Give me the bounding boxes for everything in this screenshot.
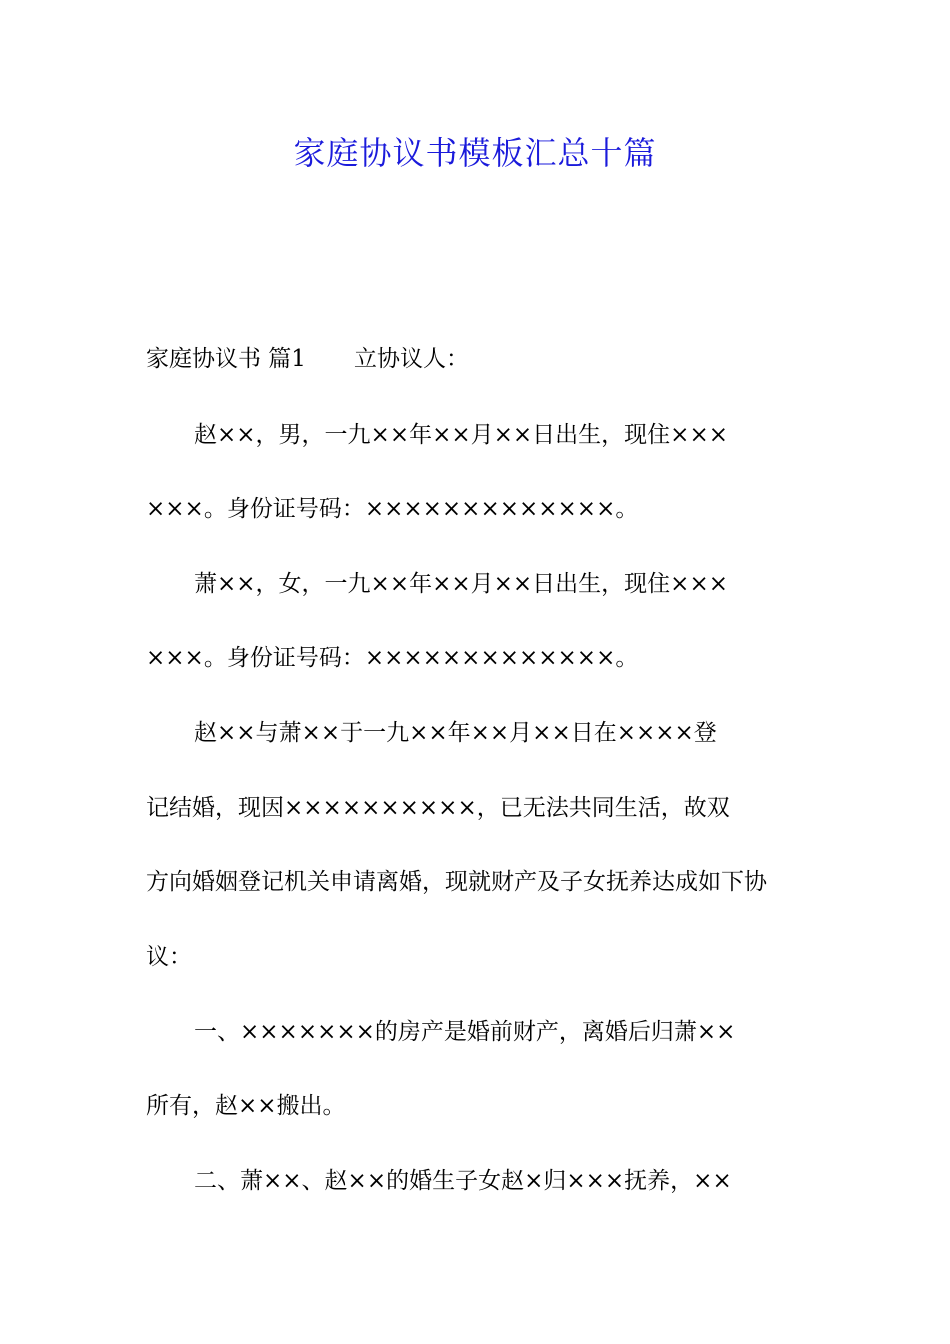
section-heading [146, 344, 469, 374]
text-line: 赵××，男，一九××年××月××日出生，现住××× [194, 422, 728, 448]
text-line: 赵××与萧××于一九××年××月××日在××××登 [194, 720, 717, 746]
text-line: 方向婚姻登记机关申请离婚，现就财产及子女抚养达成如下协 [146, 869, 767, 895]
parties-label: 立协议人： [353, 346, 469, 372]
text-line: 所有，赵××搬出。 [146, 1093, 346, 1119]
text-line: ×××。身份证号码：×××××××××××××。 [146, 496, 639, 522]
section-label: 家庭协议书 篇1 [146, 346, 306, 372]
text-line: 二、萧××、赵××的婚生子女赵×归×××抚养，×× [194, 1168, 732, 1194]
text-line: 萧××，女，一九××年××月××日出生，现住××× [194, 571, 728, 597]
document-title: 家庭协议书模板汇总十篇 [293, 134, 657, 172]
text-line: 议： [146, 944, 192, 970]
text-line: ×××。身份证号码：×××××××××××××。 [146, 645, 639, 671]
text-line: 一、×××××××的房产是婚前财产，离婚后归萧×× [194, 1019, 736, 1045]
text-line: 记结婚，现因××××××××××，已无法共同生活，故双 [146, 795, 730, 821]
